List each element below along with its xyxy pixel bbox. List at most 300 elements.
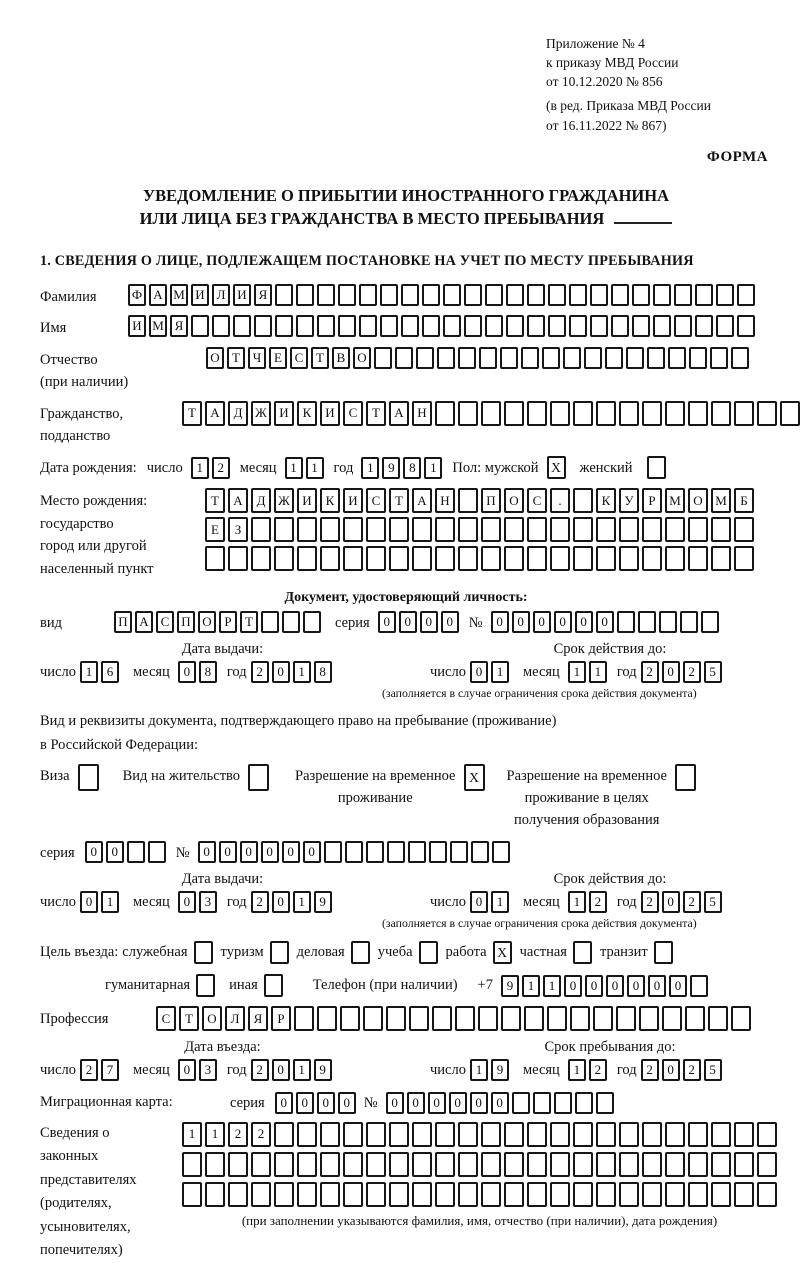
char-cell[interactable]: 1 — [543, 975, 561, 997]
char-cell[interactable] — [317, 284, 335, 306]
char-cell[interactable]: Я — [254, 284, 272, 306]
char-cell[interactable] — [716, 315, 734, 337]
char-cell[interactable]: 0 — [627, 975, 645, 997]
char-cell[interactable] — [481, 1182, 501, 1207]
char-cell[interactable]: 0 — [470, 891, 488, 913]
char-cell[interactable]: Е — [205, 517, 225, 542]
purpose-private-checkbox[interactable] — [573, 941, 592, 964]
char-cell[interactable] — [366, 1152, 386, 1177]
char-cell[interactable]: 0 — [564, 975, 582, 997]
char-cell[interactable]: П — [481, 488, 501, 513]
char-cell[interactable] — [757, 401, 777, 426]
char-cell[interactable] — [506, 315, 524, 337]
char-cell[interactable] — [611, 284, 629, 306]
char-cell[interactable] — [701, 611, 719, 633]
char-cell[interactable] — [380, 284, 398, 306]
char-cell[interactable] — [297, 517, 317, 542]
char-cell[interactable] — [148, 841, 166, 863]
char-cell[interactable]: С — [366, 488, 386, 513]
char-cell[interactable] — [458, 488, 478, 513]
char-cell[interactable] — [294, 1006, 314, 1031]
char-cell[interactable] — [596, 1152, 616, 1177]
char-cell[interactable] — [734, 517, 754, 542]
char-cell[interactable] — [389, 1182, 409, 1207]
char-cell[interactable] — [711, 517, 731, 542]
char-cell[interactable] — [653, 284, 671, 306]
char-cell[interactable] — [320, 517, 340, 542]
char-cell[interactable]: 0 — [85, 841, 103, 863]
char-cell[interactable]: 0 — [512, 611, 530, 633]
char-cell[interactable] — [590, 284, 608, 306]
char-cell[interactable] — [690, 975, 708, 997]
char-cell[interactable]: 2 — [251, 661, 269, 683]
char-cell[interactable]: 0 — [606, 975, 624, 997]
char-cell[interactable] — [366, 1122, 386, 1147]
char-cell[interactable]: 0 — [449, 1092, 467, 1114]
char-cell[interactable]: 0 — [662, 661, 680, 683]
purpose-other-checkbox[interactable] — [264, 974, 283, 997]
char-cell[interactable] — [665, 517, 685, 542]
char-cell[interactable] — [548, 315, 566, 337]
char-cell[interactable]: 0 — [669, 975, 687, 997]
char-cell[interactable]: К — [320, 488, 340, 513]
char-cell[interactable]: 1 — [306, 457, 324, 479]
purpose-transit-checkbox[interactable] — [654, 941, 673, 964]
char-cell[interactable] — [182, 1152, 202, 1177]
char-cell[interactable] — [412, 517, 432, 542]
char-cell[interactable]: 0 — [386, 1092, 404, 1114]
char-cell[interactable] — [435, 546, 455, 571]
char-cell[interactable] — [550, 1122, 570, 1147]
char-cell[interactable] — [504, 1122, 524, 1147]
temp-residence-checkbox[interactable]: X — [464, 764, 485, 791]
char-cell[interactable]: 2 — [683, 891, 701, 913]
char-cell[interactable] — [212, 315, 230, 337]
char-cell[interactable]: М — [170, 284, 188, 306]
char-cell[interactable] — [695, 315, 713, 337]
char-cell[interactable]: К — [297, 401, 317, 426]
char-cell[interactable]: Д — [251, 488, 271, 513]
char-cell[interactable] — [527, 315, 545, 337]
char-cell[interactable] — [251, 546, 271, 571]
char-cell[interactable] — [261, 611, 279, 633]
char-cell[interactable] — [689, 347, 707, 369]
char-cell[interactable] — [501, 1006, 521, 1031]
char-cell[interactable] — [422, 315, 440, 337]
char-cell[interactable]: 1 — [568, 891, 586, 913]
char-cell[interactable] — [506, 284, 524, 306]
char-cell[interactable]: И — [343, 488, 363, 513]
char-cell[interactable] — [626, 347, 644, 369]
visa-checkbox[interactable] — [78, 764, 99, 791]
char-cell[interactable] — [573, 1152, 593, 1177]
char-cell[interactable]: 0 — [491, 611, 509, 633]
char-cell[interactable]: 2 — [212, 457, 230, 479]
char-cell[interactable] — [443, 284, 461, 306]
char-cell[interactable] — [688, 1182, 708, 1207]
char-cell[interactable] — [251, 1182, 271, 1207]
char-cell[interactable] — [435, 517, 455, 542]
char-cell[interactable]: 0 — [420, 611, 438, 633]
char-cell[interactable] — [412, 1152, 432, 1177]
char-cell[interactable] — [387, 841, 405, 863]
char-cell[interactable]: О — [202, 1006, 222, 1031]
char-cell[interactable] — [254, 315, 272, 337]
char-cell[interactable]: 1 — [522, 975, 540, 997]
char-cell[interactable] — [297, 1152, 317, 1177]
char-cell[interactable] — [485, 315, 503, 337]
char-cell[interactable] — [547, 1006, 567, 1031]
char-cell[interactable] — [191, 315, 209, 337]
char-cell[interactable]: З — [228, 517, 248, 542]
char-cell[interactable] — [458, 1182, 478, 1207]
char-cell[interactable]: 8 — [199, 661, 217, 683]
char-cell[interactable] — [205, 1152, 225, 1177]
char-cell[interactable] — [710, 347, 728, 369]
char-cell[interactable]: 2 — [641, 1059, 659, 1081]
char-cell[interactable]: 1 — [285, 457, 303, 479]
char-cell[interactable]: 5 — [704, 1059, 722, 1081]
char-cell[interactable]: 7 — [101, 1059, 119, 1081]
char-cell[interactable] — [695, 284, 713, 306]
char-cell[interactable] — [659, 611, 677, 633]
char-cell[interactable] — [458, 517, 478, 542]
char-cell[interactable]: 0 — [198, 841, 216, 863]
char-cell[interactable] — [343, 1152, 363, 1177]
char-cell[interactable]: 0 — [296, 1092, 314, 1114]
char-cell[interactable] — [228, 546, 248, 571]
char-cell[interactable] — [573, 401, 593, 426]
char-cell[interactable] — [205, 1182, 225, 1207]
char-cell[interactable] — [380, 315, 398, 337]
char-cell[interactable]: 0 — [106, 841, 124, 863]
char-cell[interactable] — [570, 1006, 590, 1031]
purpose-work-checkbox[interactable]: X — [493, 941, 512, 964]
char-cell[interactable] — [688, 517, 708, 542]
char-cell[interactable] — [228, 1152, 248, 1177]
char-cell[interactable]: 3 — [199, 891, 217, 913]
char-cell[interactable]: А — [135, 611, 153, 633]
char-cell[interactable] — [500, 347, 518, 369]
char-cell[interactable] — [504, 546, 524, 571]
char-cell[interactable] — [632, 315, 650, 337]
char-cell[interactable]: С — [156, 611, 174, 633]
char-cell[interactable] — [366, 546, 386, 571]
char-cell[interactable]: С — [527, 488, 547, 513]
char-cell[interactable]: Ч — [248, 347, 266, 369]
char-cell[interactable] — [443, 315, 461, 337]
char-cell[interactable] — [665, 1122, 685, 1147]
char-cell[interactable] — [542, 347, 560, 369]
char-cell[interactable] — [737, 284, 755, 306]
char-cell[interactable] — [527, 1122, 547, 1147]
char-cell[interactable] — [435, 1182, 455, 1207]
char-cell[interactable]: 6 — [101, 661, 119, 683]
char-cell[interactable] — [450, 841, 468, 863]
char-cell[interactable] — [492, 841, 510, 863]
char-cell[interactable] — [708, 1006, 728, 1031]
char-cell[interactable] — [665, 1152, 685, 1177]
char-cell[interactable] — [642, 517, 662, 542]
char-cell[interactable]: Т — [205, 488, 225, 513]
char-cell[interactable]: 1 — [470, 1059, 488, 1081]
char-cell[interactable] — [485, 284, 503, 306]
residence-permit-checkbox[interactable] — [248, 764, 269, 791]
char-cell[interactable] — [435, 1122, 455, 1147]
char-cell[interactable]: 0 — [470, 661, 488, 683]
char-cell[interactable] — [711, 1122, 731, 1147]
char-cell[interactable]: О — [198, 611, 216, 633]
char-cell[interactable]: Ж — [274, 488, 294, 513]
char-cell[interactable] — [757, 1182, 777, 1207]
char-cell[interactable]: 0 — [585, 975, 603, 997]
char-cell[interactable]: 1 — [361, 457, 379, 479]
char-cell[interactable] — [619, 546, 639, 571]
char-cell[interactable]: Е — [269, 347, 287, 369]
char-cell[interactable] — [674, 284, 692, 306]
char-cell[interactable] — [527, 546, 547, 571]
char-cell[interactable]: А — [149, 284, 167, 306]
char-cell[interactable] — [573, 488, 593, 513]
char-cell[interactable]: Р — [271, 1006, 291, 1031]
char-cell[interactable] — [359, 284, 377, 306]
char-cell[interactable]: 0 — [272, 661, 290, 683]
char-cell[interactable] — [416, 347, 434, 369]
char-cell[interactable] — [550, 546, 570, 571]
char-cell[interactable]: 0 — [317, 1092, 335, 1114]
char-cell[interactable] — [297, 546, 317, 571]
char-cell[interactable] — [338, 315, 356, 337]
char-cell[interactable]: 0 — [178, 1059, 196, 1081]
char-cell[interactable]: И — [128, 315, 146, 337]
char-cell[interactable] — [432, 1006, 452, 1031]
char-cell[interactable] — [619, 1122, 639, 1147]
char-cell[interactable]: 0 — [178, 661, 196, 683]
char-cell[interactable] — [429, 841, 447, 863]
char-cell[interactable] — [605, 347, 623, 369]
char-cell[interactable]: 0 — [178, 891, 196, 913]
char-cell[interactable] — [527, 1152, 547, 1177]
char-cell[interactable]: 1 — [101, 891, 119, 913]
char-cell[interactable] — [662, 1006, 682, 1031]
char-cell[interactable] — [688, 546, 708, 571]
char-cell[interactable]: Т — [389, 488, 409, 513]
char-cell[interactable] — [345, 841, 363, 863]
char-cell[interactable]: 0 — [596, 611, 614, 633]
char-cell[interactable] — [343, 1182, 363, 1207]
char-cell[interactable]: 0 — [648, 975, 666, 997]
char-cell[interactable] — [688, 1152, 708, 1177]
char-cell[interactable]: 0 — [575, 611, 593, 633]
char-cell[interactable]: 0 — [554, 611, 572, 633]
char-cell[interactable] — [757, 1122, 777, 1147]
char-cell[interactable] — [596, 401, 616, 426]
char-cell[interactable] — [401, 284, 419, 306]
sex-female-checkbox[interactable] — [647, 456, 666, 479]
char-cell[interactable] — [343, 517, 363, 542]
char-cell[interactable]: 2 — [589, 1059, 607, 1081]
char-cell[interactable] — [251, 1152, 271, 1177]
char-cell[interactable]: 9 — [314, 891, 332, 913]
char-cell[interactable]: 0 — [491, 1092, 509, 1114]
char-cell[interactable] — [320, 546, 340, 571]
char-cell[interactable] — [731, 347, 749, 369]
char-cell[interactable]: 1 — [80, 661, 98, 683]
char-cell[interactable] — [563, 347, 581, 369]
char-cell[interactable] — [711, 546, 731, 571]
char-cell[interactable]: 2 — [251, 1059, 269, 1081]
char-cell[interactable]: 2 — [80, 1059, 98, 1081]
char-cell[interactable] — [435, 401, 455, 426]
char-cell[interactable]: О — [688, 488, 708, 513]
purpose-tourism-checkbox[interactable] — [270, 941, 289, 964]
char-cell[interactable]: Н — [435, 488, 455, 513]
char-cell[interactable]: 0 — [662, 891, 680, 913]
char-cell[interactable] — [504, 401, 524, 426]
char-cell[interactable] — [616, 1006, 636, 1031]
char-cell[interactable] — [527, 401, 547, 426]
char-cell[interactable] — [320, 1152, 340, 1177]
char-cell[interactable] — [639, 1006, 659, 1031]
char-cell[interactable]: Л — [212, 284, 230, 306]
char-cell[interactable]: И — [191, 284, 209, 306]
char-cell[interactable]: Б — [734, 488, 754, 513]
char-cell[interactable] — [359, 315, 377, 337]
char-cell[interactable]: 0 — [80, 891, 98, 913]
char-cell[interactable] — [274, 1122, 294, 1147]
char-cell[interactable]: 9 — [382, 457, 400, 479]
char-cell[interactable] — [233, 315, 251, 337]
char-cell[interactable]: 1 — [205, 1122, 225, 1147]
char-cell[interactable]: 0 — [261, 841, 279, 863]
char-cell[interactable] — [569, 284, 587, 306]
char-cell[interactable]: У — [619, 488, 639, 513]
char-cell[interactable]: С — [343, 401, 363, 426]
char-cell[interactable]: Т — [240, 611, 258, 633]
char-cell[interactable] — [458, 1122, 478, 1147]
char-cell[interactable]: 9 — [491, 1059, 509, 1081]
char-cell[interactable]: 1 — [491, 891, 509, 913]
char-cell[interactable] — [632, 284, 650, 306]
char-cell[interactable] — [296, 315, 314, 337]
char-cell[interactable] — [674, 315, 692, 337]
char-cell[interactable]: Р — [642, 488, 662, 513]
char-cell[interactable] — [471, 841, 489, 863]
char-cell[interactable] — [593, 1006, 613, 1031]
char-cell[interactable] — [512, 1092, 530, 1114]
char-cell[interactable] — [275, 284, 293, 306]
char-cell[interactable]: 1 — [191, 457, 209, 479]
char-cell[interactable] — [668, 347, 686, 369]
char-cell[interactable] — [665, 401, 685, 426]
char-cell[interactable] — [458, 347, 476, 369]
purpose-humanitarian-checkbox[interactable] — [196, 974, 215, 997]
char-cell[interactable] — [734, 1122, 754, 1147]
char-cell[interactable]: Т — [227, 347, 245, 369]
char-cell[interactable]: М — [711, 488, 731, 513]
char-cell[interactable] — [363, 1006, 383, 1031]
char-cell[interactable] — [386, 1006, 406, 1031]
char-cell[interactable] — [596, 546, 616, 571]
char-cell[interactable]: И — [297, 488, 317, 513]
char-cell[interactable] — [274, 546, 294, 571]
char-cell[interactable]: 1 — [589, 661, 607, 683]
char-cell[interactable] — [464, 315, 482, 337]
char-cell[interactable] — [374, 347, 392, 369]
char-cell[interactable] — [665, 1182, 685, 1207]
char-cell[interactable]: О — [206, 347, 224, 369]
char-cell[interactable] — [435, 1152, 455, 1177]
char-cell[interactable] — [548, 284, 566, 306]
char-cell[interactable] — [527, 284, 545, 306]
char-cell[interactable]: А — [389, 401, 409, 426]
char-cell[interactable] — [619, 401, 639, 426]
char-cell[interactable]: С — [290, 347, 308, 369]
char-cell[interactable]: 5 — [704, 661, 722, 683]
char-cell[interactable] — [274, 1182, 294, 1207]
char-cell[interactable] — [680, 611, 698, 633]
char-cell[interactable] — [685, 1006, 705, 1031]
char-cell[interactable]: 0 — [338, 1092, 356, 1114]
char-cell[interactable]: 2 — [589, 891, 607, 913]
char-cell[interactable]: М — [665, 488, 685, 513]
purpose-business-checkbox[interactable] — [194, 941, 213, 964]
char-cell[interactable] — [550, 1152, 570, 1177]
char-cell[interactable]: О — [353, 347, 371, 369]
char-cell[interactable]: 2 — [251, 1122, 271, 1147]
char-cell[interactable] — [458, 401, 478, 426]
char-cell[interactable]: И — [233, 284, 251, 306]
char-cell[interactable] — [550, 401, 570, 426]
char-cell[interactable]: 2 — [228, 1122, 248, 1147]
char-cell[interactable] — [412, 1122, 432, 1147]
char-cell[interactable] — [550, 517, 570, 542]
char-cell[interactable]: 0 — [303, 841, 321, 863]
char-cell[interactable] — [422, 284, 440, 306]
char-cell[interactable] — [504, 1152, 524, 1177]
char-cell[interactable] — [340, 1006, 360, 1031]
char-cell[interactable] — [389, 546, 409, 571]
char-cell[interactable] — [296, 284, 314, 306]
char-cell[interactable] — [617, 611, 635, 633]
temp-residence-edu-checkbox[interactable] — [675, 764, 696, 791]
char-cell[interactable]: 1 — [568, 1059, 586, 1081]
char-cell[interactable] — [642, 401, 662, 426]
char-cell[interactable]: 1 — [568, 661, 586, 683]
char-cell[interactable]: 1 — [182, 1122, 202, 1147]
char-cell[interactable]: Я — [170, 315, 188, 337]
char-cell[interactable]: 1 — [424, 457, 442, 479]
char-cell[interactable] — [205, 546, 225, 571]
char-cell[interactable]: 0 — [428, 1092, 446, 1114]
char-cell[interactable]: 2 — [683, 1059, 701, 1081]
char-cell[interactable]: А — [205, 401, 225, 426]
char-cell[interactable] — [711, 1152, 731, 1177]
char-cell[interactable] — [527, 1182, 547, 1207]
char-cell[interactable] — [533, 1092, 551, 1114]
char-cell[interactable]: Т — [182, 401, 202, 426]
char-cell[interactable] — [251, 517, 271, 542]
char-cell[interactable] — [297, 1122, 317, 1147]
char-cell[interactable] — [521, 347, 539, 369]
char-cell[interactable]: 2 — [683, 661, 701, 683]
char-cell[interactable] — [642, 1122, 662, 1147]
char-cell[interactable] — [320, 1182, 340, 1207]
char-cell[interactable]: 2 — [251, 891, 269, 913]
char-cell[interactable]: 0 — [275, 1092, 293, 1114]
char-cell[interactable] — [653, 315, 671, 337]
char-cell[interactable] — [734, 1152, 754, 1177]
